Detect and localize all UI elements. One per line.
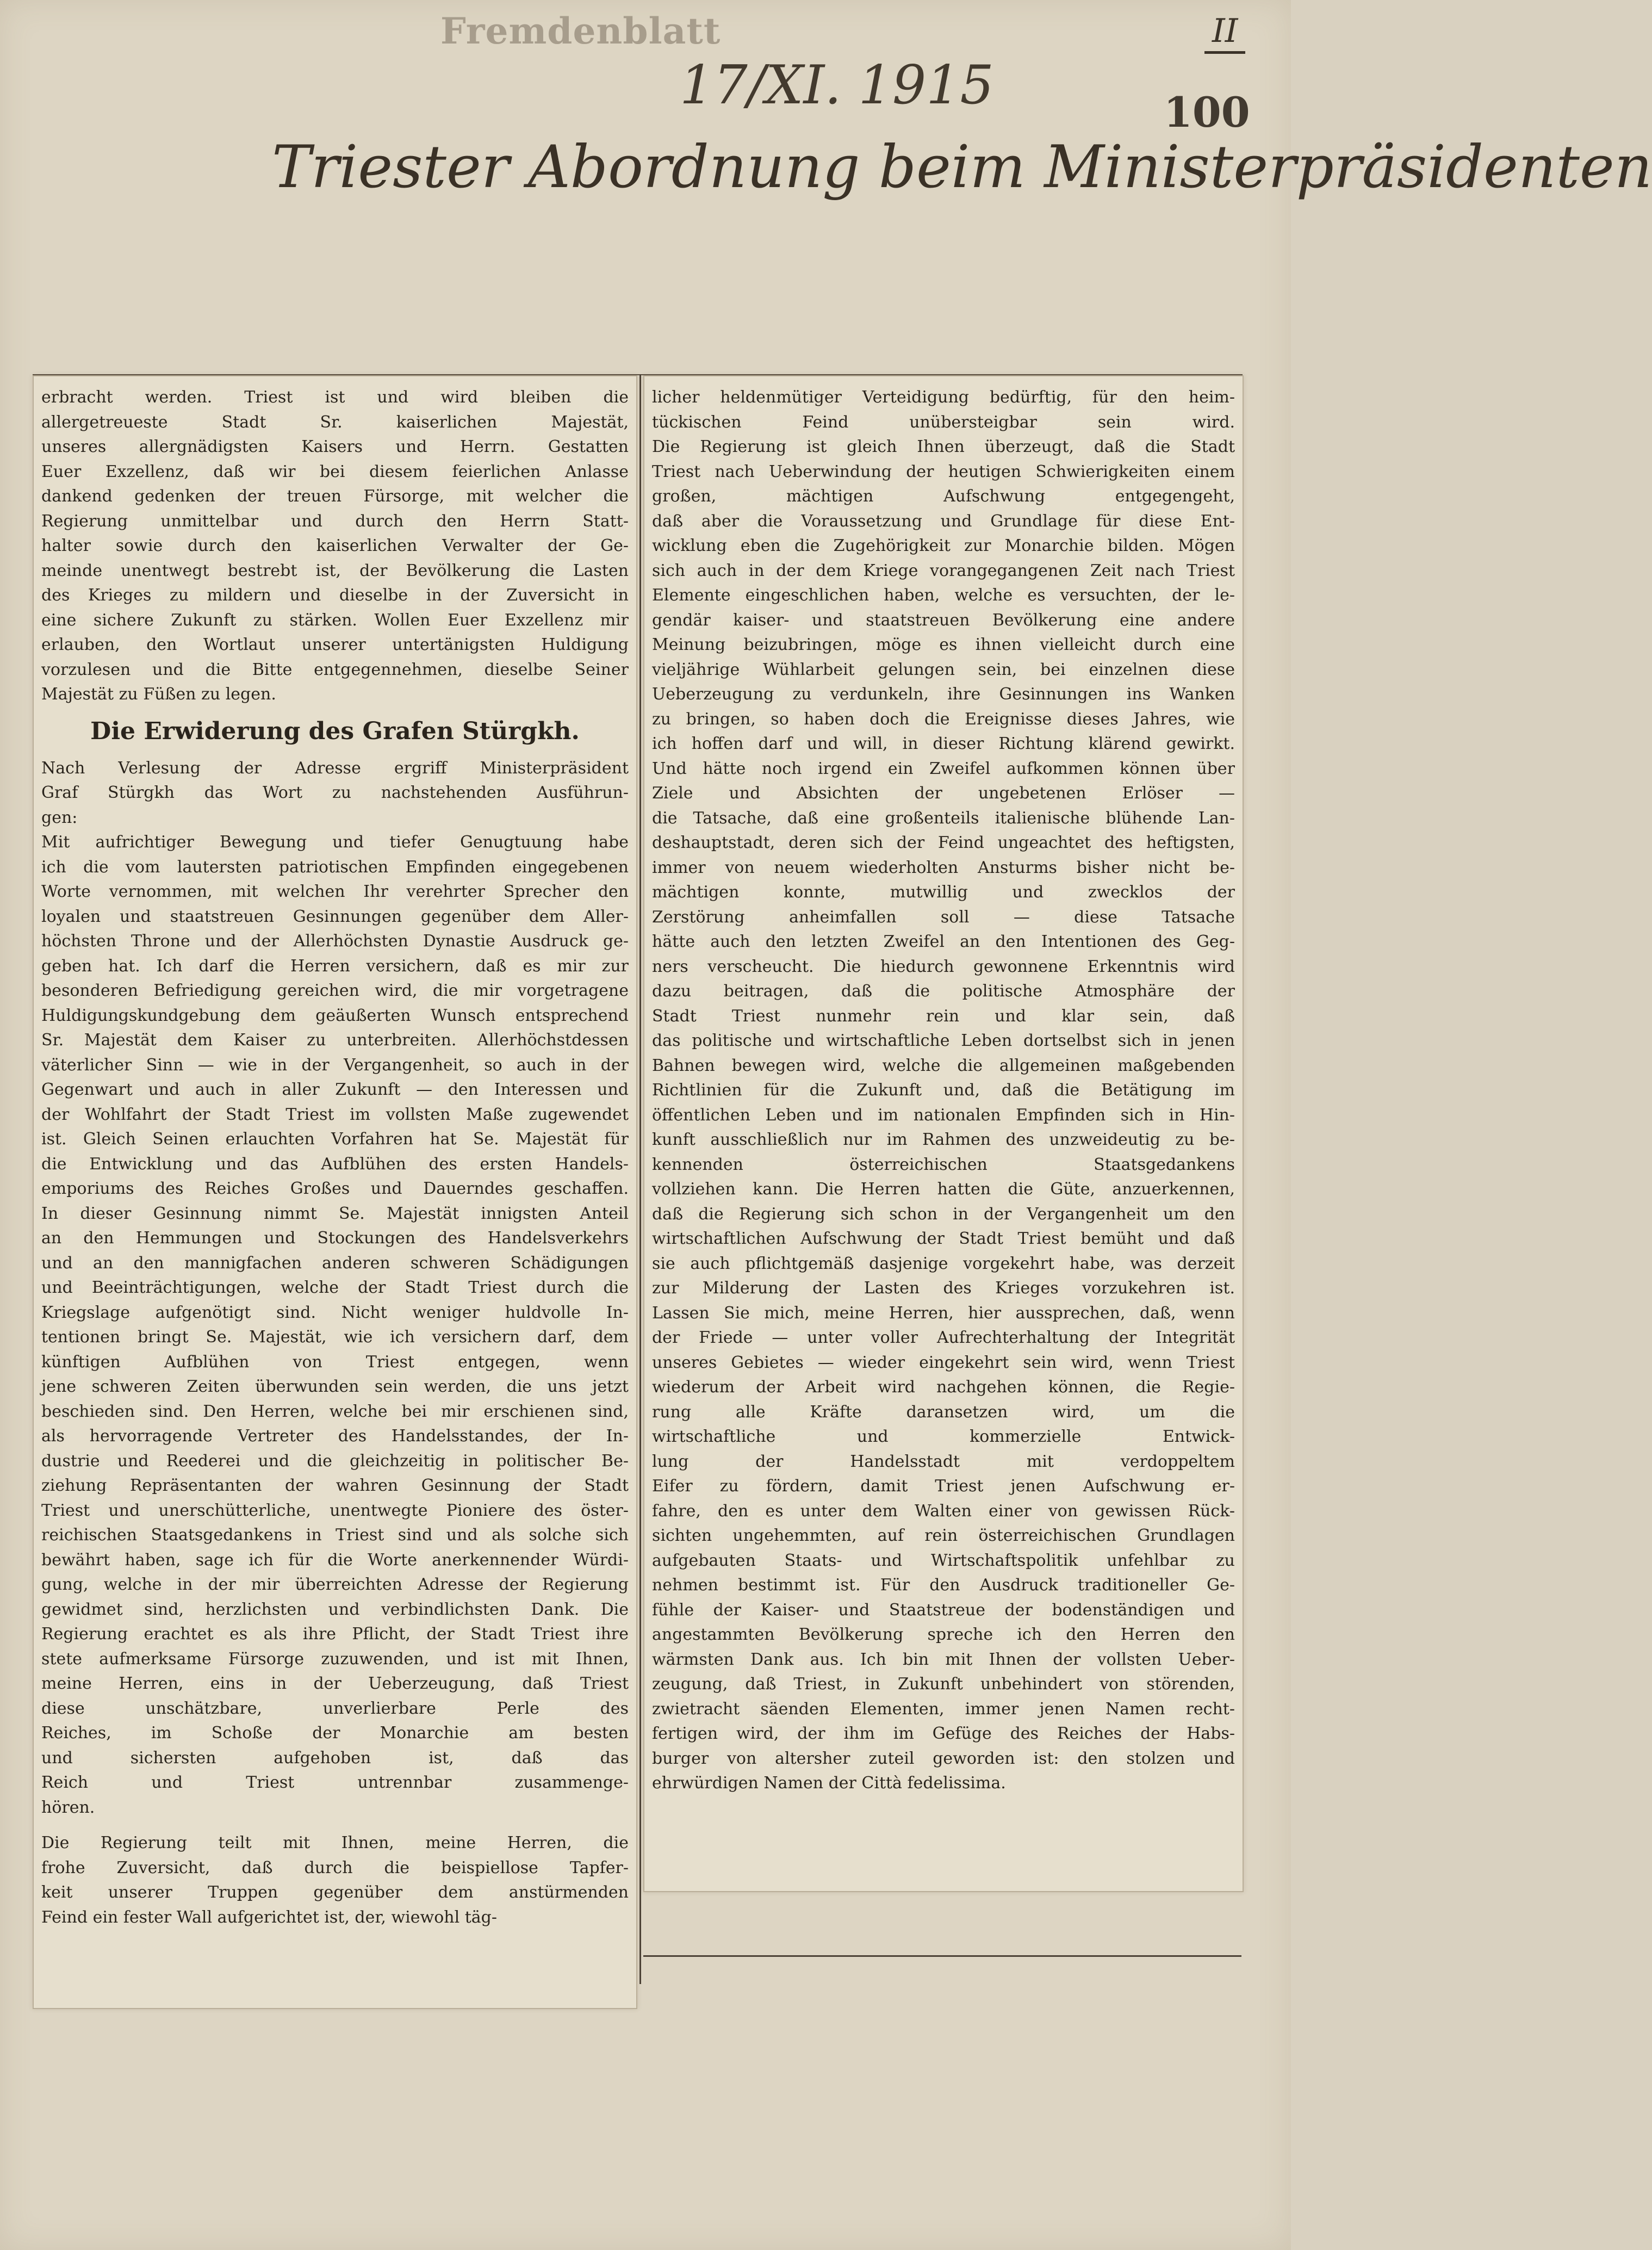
- text-line: ich hoffen darf und will, in dieser Richtung klärend gewirkt.: [652, 734, 1235, 753]
- text-line: die Tatsache, daß eine großenteils italienische blühende Lan-: [652, 808, 1235, 828]
- text-line: Die Regierung ist gleich Ihnen überzeugt, daß die Stadt: [652, 437, 1235, 456]
- text-line: Euer Exzellenz, daß wir bei diesem feierlichen Anlasse: [41, 462, 629, 481]
- text-line: Triest nach Ueberwindung der heutigen Schwierigkeiten einem: [652, 462, 1235, 481]
- text-line: burger von altersher zuteil geworden ist: den stolzen und: [652, 1749, 1235, 1768]
- text-line: fühle der Kaiser- und Staatstreue der bodenständigen und: [652, 1600, 1235, 1620]
- text-line: eine sichere Zukunft zu stärken. Wollen Euer Exzellenz mir: [41, 610, 629, 630]
- text-line: das politische und wirtschaftliche Leben dortselbst sich in jenen: [652, 1031, 1235, 1050]
- text-line: wirtschaftlichen Aufschwung der Stadt Triest bemüht und daß: [652, 1229, 1235, 1248]
- text-line: Stadt Triest nunmehr rein und klar sein, daß: [652, 1006, 1235, 1026]
- text-line: vollziehen kann. Die Herren hatten die Güte, anzuerkennen,: [652, 1180, 1235, 1199]
- text-line: frohe Zuversicht, daß durch die beispiellose Tapfer-: [41, 1858, 629, 1877]
- text-line: unseres Gebietes — wieder eingekehrt sein wird, wenn Triest: [652, 1353, 1235, 1372]
- text-line: Bahnen bewegen wird, welche die allgemeinen maßgebenden: [652, 1056, 1235, 1075]
- left-column-text: [41, 385, 629, 1930]
- text-line: deshauptstadt, deren sich der Feind ungeachtet des heftigsten,: [652, 833, 1235, 852]
- left-paragraph-3: [41, 830, 629, 1820]
- text-line: Die Regierung teilt mit Ihnen, meine Herren, die: [41, 1833, 629, 1852]
- text-line: wiederum der Arbeit wird nachgehen können, die Regie-: [652, 1378, 1235, 1397]
- text-line: fertigen wird, der ihm im Gefüge des Reiches der Habs-: [652, 1724, 1235, 1743]
- text-line: sie auch pflichtgemäß dasjenige vorgekehrt habe, was derzeit: [652, 1254, 1235, 1273]
- text-line: vieljährige Wühlarbeit gelungen sein, bei einzelnen diese: [652, 660, 1235, 679]
- text-line: zeugung, daß Triest, in Zukunft unbehindert von störenden,: [652, 1675, 1235, 1694]
- text-line: gewidmet sind, herzlichsten und verbindlichsten Dank. Die: [41, 1600, 629, 1619]
- text-line: Graf Stürgkh das Wort zu nachstehenden Ausführun-: [41, 783, 629, 802]
- text-line: gung, welche in der mir überreichten Adresse der Regierung: [41, 1575, 629, 1594]
- text-line: immer von neuem wiederholten Ansturms bisher nicht be-: [652, 858, 1235, 877]
- text-line: tückischen Feind unübersteigbar sein wird.: [652, 412, 1235, 432]
- text-line: Regierung unmittelbar und durch den Herrn Statt-: [41, 511, 629, 531]
- text-line: Lassen Sie mich, meine Herren, hier aussprechen, daß, wenn: [652, 1303, 1235, 1323]
- text-line: Nach Verlesung der Adresse ergriff Ministerpräsident: [41, 758, 629, 778]
- manuscript-id: II: [1204, 12, 1245, 54]
- text-line: loyalen und staatstreuen Gesinnungen gegenüber dem Aller-: [41, 907, 629, 926]
- text-line: Reiches, im Schoße der Monarchie am besten: [41, 1724, 629, 1743]
- left-paragraph-4: [41, 1831, 629, 1930]
- text-line: mächtigen konnte, mutwillig und zwecklos der: [652, 883, 1235, 902]
- text-line: tentionen bringt Se. Majestät, wie ich versichern darf, dem: [41, 1328, 629, 1347]
- text-line: Eifer zu fördern, damit Triest jenen Aufschwung er-: [652, 1477, 1235, 1496]
- paragraph-gap: [41, 1820, 629, 1831]
- text-line: vorzulesen und die Bitte entgegennehmen, dieselbe Seiner: [41, 660, 629, 679]
- text-line: der Wohlfahrt der Stadt Triest im vollsten Maße zugewendet: [41, 1105, 629, 1124]
- text-line: Zerstörung anheimfallen soll — diese Tatsache: [652, 907, 1235, 927]
- text-line: ziehung Repräsentanten der wahren Gesinnung der Stadt: [41, 1476, 629, 1495]
- text-line: wirtschaftliche und kommerzielle Entwick-: [652, 1427, 1235, 1446]
- text-line: Elemente eingeschlichen haben, welche es versuchten, der le-: [652, 586, 1235, 605]
- text-line: halter sowie durch den kaiserlichen Verwalter der Ge-: [41, 536, 629, 555]
- text-line: zur Milderung der Lasten des Krieges vorzukehren ist.: [652, 1279, 1235, 1298]
- text-line: wicklung eben die Zugehörigkeit zur Monarchie bilden. Mögen: [652, 536, 1235, 555]
- right-paragraph-1: [652, 385, 1235, 1796]
- text-line: gendär kaiser- und staatstreuen Bevölkerung eine andere: [652, 610, 1235, 630]
- text-line: jene schweren Zeiten überwunden sein werden, die uns jetzt: [41, 1377, 629, 1396]
- text-line: höchsten Throne und der Allerhöchsten Dynastie Ausdruck ge-: [41, 932, 629, 951]
- newspaper-stamp: Fremdenblatt: [440, 10, 721, 52]
- text-line: unseres allergnädigsten Kaisers und Herrn. Gestatten: [41, 437, 629, 456]
- text-line: Worte vernommen, mit welchen Ihr verehrter Sprecher den: [41, 882, 629, 901]
- text-line: großen, mächtigen Aufschwung entgegengeht,: [652, 487, 1235, 506]
- text-line: Regierung erachtet es als ihre Pflicht, der Stadt Triest ihre: [41, 1625, 629, 1644]
- column-divider: [639, 374, 641, 1984]
- text-line: nehmen bestimmt ist. Für den Ausdruck traditioneller Ge-: [652, 1576, 1235, 1595]
- left-paragraph-2: [41, 756, 629, 830]
- right-column-text: [652, 385, 1235, 1796]
- text-line: daß die Regierung sich schon in der Vergangenheit um den: [652, 1204, 1235, 1224]
- text-line: kennenden österreichischen Staatsgedankens: [652, 1155, 1235, 1174]
- text-line: als hervorragende Vertreter des Handelsstandes, der In-: [41, 1427, 629, 1446]
- text-line: emporiums des Reiches Großes und Dauerndes geschaffen.: [41, 1179, 629, 1198]
- text-line: des Krieges zu mildern und dieselbe in der Zuversicht in: [41, 586, 629, 605]
- text-line: kunft ausschließlich nur im Rahmen des unzweideutig zu be-: [652, 1130, 1235, 1149]
- page-number: 100: [1164, 88, 1250, 137]
- text-line: ich die vom lautersten patriotischen Empfinden eingegebenen: [41, 857, 629, 877]
- text-line: Reich und Triest untrennbar zusammenge-: [41, 1773, 629, 1792]
- text-line: allergetreueste Stadt Sr. kaiserlichen Majestät,: [41, 412, 629, 432]
- article-heading: Die Erwiderung des Grafen Stürgkh.: [90, 717, 580, 745]
- text-line: Huldigungskundgebung dem geäußerten Wunsch entsprechend: [41, 1006, 629, 1025]
- text-line: die Entwicklung und das Aufblühen des ersten Handels-: [41, 1154, 629, 1174]
- text-line: erbracht werden. Triest ist und wird bleiben die: [41, 388, 629, 407]
- text-line: der Friede — unter voller Aufrechterhaltung der Integrität: [652, 1328, 1235, 1347]
- text-line: sich auch in der dem Kriege vorangegangenen Zeit nach Triest: [652, 561, 1235, 580]
- text-line: meine Herren, eins in der Ueberzeugung, daß Triest: [41, 1674, 629, 1693]
- text-line: rung alle Kräfte daransetzen wird, um die: [652, 1402, 1235, 1422]
- text-line: Gegenwart und auch in aller Zukunft — den Interessen und: [41, 1080, 629, 1099]
- handwritten-title: Triester Abordnung beim Ministerpräsidenten: [272, 133, 1652, 201]
- text-line: dustrie und Reederei und die gleichzeitig in politischer Be-: [41, 1451, 629, 1471]
- text-line: gen:: [41, 808, 78, 827]
- bottom-rule: [643, 1955, 1241, 1957]
- text-line: diese unschätzbare, unverlierbare Perle des: [41, 1699, 629, 1718]
- text-line: Sr. Majestät dem Kaiser zu unterbreiten. Allerhöchstdessen: [41, 1031, 629, 1050]
- text-line: keit unserer Truppen gegenüber dem anstürmenden: [41, 1883, 629, 1902]
- text-line: Majestät zu Füßen zu legen.: [41, 685, 276, 704]
- text-line: wärmsten Dank aus. Ich bin mit Ihnen der vollsten Ueber-: [652, 1650, 1235, 1669]
- text-line: In dieser Gesinnung nimmt Se. Majestät innigsten Anteil: [41, 1204, 629, 1223]
- text-line: licher heldenmütiger Verteidigung bedürftig, für den heim-: [652, 388, 1235, 407]
- clipping-right-column: [643, 375, 1244, 1892]
- text-line: väterlicher Sinn — wie in der Vergangenheit, so auch in der: [41, 1055, 629, 1075]
- text-line: Triest und unerschütterliche, unentwegte Pioniere des öster-: [41, 1501, 629, 1520]
- clipping-left-column: [33, 375, 637, 2009]
- text-line: dankend gedenken der treuen Fürsorge, mit welcher die: [41, 487, 629, 506]
- text-line: öffentlichen Leben und im nationalen Empfinden sich in Hin-: [652, 1105, 1235, 1125]
- text-line: ist. Gleich Seinen erlauchten Vorfahren hat Se. Majestät für: [41, 1130, 629, 1149]
- text-line: hätte auch den letzten Zweifel an den Intentionen des Geg-: [652, 932, 1235, 951]
- text-line: erlauben, den Wortlaut unserer untertänigsten Huldigung: [41, 635, 629, 654]
- left-paragraph-1: [41, 385, 629, 707]
- text-line: Ueberzeugung zu verdunkeln, ihre Gesinnungen ins Wanken: [652, 685, 1235, 704]
- text-line: Feind ein fester Wall aufgerichtet ist, der, wiewohl täg-: [41, 1907, 497, 1927]
- text-line: Kriegslage aufgenötigt sind. Nicht weniger huldvolle In-: [41, 1303, 629, 1322]
- text-line: hören.: [41, 1797, 95, 1817]
- text-line: an den Hemmungen und Stockungen des Handelsverkehrs: [41, 1229, 629, 1248]
- text-line: Meinung beizubringen, möge es ihnen vielleicht durch eine: [652, 635, 1235, 654]
- text-line: reichischen Staatsgedankens in Triest sind und als solche sich: [41, 1526, 629, 1545]
- text-line: stete aufmerksame Fürsorge zuzuwenden, und ist mit Ihnen,: [41, 1649, 629, 1669]
- text-line: und an den mannigfachen anderen schweren Schädigungen: [41, 1253, 629, 1273]
- text-line: ehrwürdigen Namen der Città fedelissima.: [652, 1774, 1006, 1793]
- text-line: dazu beitragen, daß die politische Atmosphäre der: [652, 982, 1235, 1001]
- text-line: beschieden sind. Den Herren, welche bei mir erschienen sind,: [41, 1402, 629, 1421]
- text-line: lung der Handelsstadt mit verdoppeltem: [652, 1452, 1235, 1471]
- text-line: Richtlinien für die Zukunft und, daß die Betätigung im: [652, 1081, 1235, 1100]
- text-line: und Beeinträchtigungen, welche der Stadt Triest durch die: [41, 1278, 629, 1297]
- text-line: bewährt haben, sage ich für die Worte anerkennender Würdi-: [41, 1550, 629, 1570]
- text-line: daß aber die Voraussetzung und Grundlage für diese Ent-: [652, 511, 1235, 531]
- text-line: Ziele und Absichten der ungebetenen Erlöser —: [652, 784, 1235, 803]
- text-line: ners verscheucht. Die hiedurch gewonnene Erkenntnis wird: [652, 957, 1235, 976]
- text-line: künftigen Aufblühen von Triest entgegen, wenn: [41, 1352, 629, 1372]
- text-line: besonderen Befriedigung gereichen wird, die mir vorgetragene: [41, 981, 629, 1000]
- text-line: zu bringen, so haben doch die Ereignisse dieses Jahres, wie: [652, 709, 1235, 729]
- text-line: Und hätte noch irgend ein Zweifel aufkommen können über: [652, 759, 1235, 778]
- handwritten-date: 17/XI. 1915: [680, 54, 994, 116]
- text-line: aufgebauten Staats- und Wirtschaftspolitik unfehlbar zu: [652, 1551, 1235, 1570]
- text-line: meinde unentwegt bestrebt ist, der Bevölkerung die Lasten: [41, 561, 629, 580]
- text-line: geben hat. Ich darf die Herren versichern, daß es mir zur: [41, 956, 629, 976]
- text-line: und sichersten aufgehoben ist, daß das: [41, 1748, 629, 1768]
- text-line: zwietracht säenden Elementen, immer jenen Namen recht-: [652, 1699, 1235, 1719]
- text-line: sichten ungehemmten, auf rein österreichischen Grundlagen: [652, 1526, 1235, 1545]
- text-line: fahre, den es unter dem Walten einer von gewissen Rück-: [652, 1501, 1235, 1521]
- text-line: Mit aufrichtiger Bewegung und tiefer Genugtuung habe: [41, 833, 629, 852]
- text-line: angestammten Bevölkerung spreche ich den Herren den: [652, 1625, 1235, 1644]
